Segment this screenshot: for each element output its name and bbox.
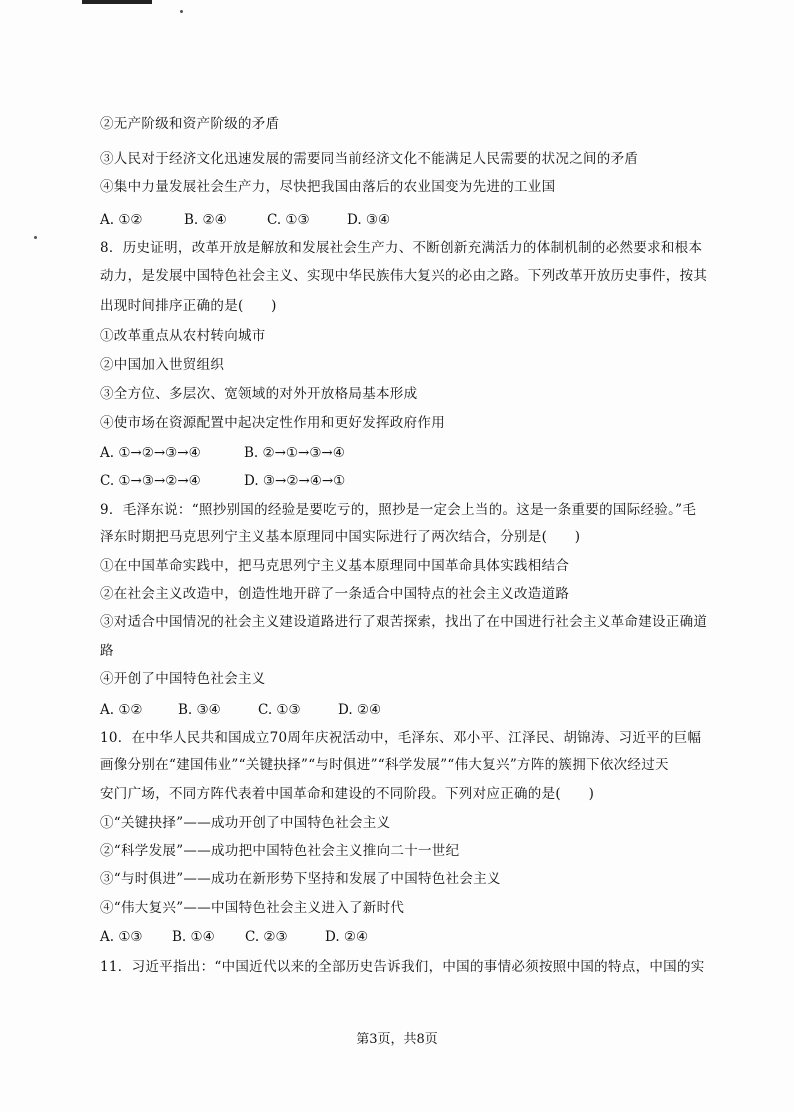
q9-item-1: ①在中国革命实践中，把马克思列宁主义基本原理同中国革命具体实践相结合 [100, 558, 570, 574]
option-b: B. ③④ [178, 702, 221, 718]
option-d: D. ②④ [325, 929, 369, 945]
option-b: B. ②→①→③→④ [244, 445, 345, 461]
option-c: C. ②③ [245, 929, 288, 945]
q8-options-row-2 [100, 472, 394, 490]
q8-item-3: ③全方位、多层次、宽领域的对外开放格局基本形成 [100, 386, 418, 402]
q10-item-1: ①“关键抉择”——成功开创了中国特色社会主义 [100, 815, 391, 831]
option-d: D. ②④ [338, 702, 382, 718]
option-a: A. ①→②→③→④ [100, 445, 201, 461]
q9-item-3: ③对适合中国情况的社会主义建设道路进行了艰苦探索，找出了在中国进行社会主义革命建设正确道 [100, 614, 708, 630]
option-a: A. ①② [100, 212, 143, 228]
option-a: A. ①② [100, 702, 143, 718]
q9-options [100, 701, 418, 719]
q8-stem-line-2: 动力，是发展中国特色社会主义、实现中华民族伟大复兴的必由之路。下列改革开放历史事件，按其 [100, 268, 708, 284]
q10-stem-line-3: 安门广场，不同方阵代表着中国革命和建设的不同阶段。下列对应正确的是( ) [100, 786, 595, 802]
q10-item-2: ②“科学发展”——成功把中国特色社会主义推向二十一世纪 [100, 843, 460, 859]
option-d: D. ③→②→④→① [244, 473, 346, 489]
q9-stem-line-2: 泽东时期把马克思列宁主义基本原理同中国实际进行了两次结合，分别是( ) [100, 529, 581, 545]
q10-item-3: ③“与时俱进”——成功在新形势下坚持和发展了中国特色社会主义 [100, 871, 501, 887]
prev-item-3: ③人民对于经济文化迅速发展的需要同当前经济文化不能满足人民需要的状况之间的矛盾 [100, 151, 639, 167]
option-c: C. ①③ [267, 212, 310, 228]
q8-item-2: ②中国加入世贸组织 [100, 357, 225, 373]
scan-speck [34, 236, 37, 239]
scan-speck [180, 10, 183, 13]
option-c: C. ①③ [258, 702, 301, 718]
q9-item-2: ②在社会主义改造中，创造性地开辟了一条适合中国特点的社会主义改造道路 [100, 586, 570, 602]
q11-stem-line-1: 11．习近平指出：“中国近代以来的全部历史告诉我们，中国的事情必须按照中国的特点，中国的实 [100, 959, 705, 975]
q10-item-4: ④“伟大复兴”——中国特色社会主义进入了新时代 [100, 900, 405, 916]
q8-item-4: ④使市场在资源配置中起决定性作用和更好发挥政府作用 [100, 415, 445, 431]
option-b: B. ①④ [172, 929, 215, 945]
q10-options [100, 928, 405, 946]
q10-stem-line-2: 画像分别在“建国伟业”“关键抉择”“与时俱进”“科学发展”“伟大复兴”方阵的簇拥下依次经过天 [100, 757, 669, 773]
scan-artifact [82, 0, 152, 4]
page-number: 第3页，共8页 [356, 1032, 438, 1047]
q8-item-1: ①改革重点从农村转向城市 [100, 328, 266, 344]
q8-options-row-1 [100, 444, 394, 462]
q8-stem-line-3: 出现时间排序正确的是( ) [100, 298, 277, 314]
option-c: C. ①→③→②→④ [100, 473, 201, 489]
q9-item-3-cont: 路 [100, 643, 114, 659]
q9-item-4: ④开创了中国特色社会主义 [100, 671, 266, 687]
q9-stem-line-1: 9．毛泽东说：“照抄别国的经验是要吃亏的，照抄是一定会上当的。这是一条重要的国际经验。”毛 [100, 502, 697, 518]
prev-item-4: ④集中力量发展社会生产力，尽快把我国由落后的农业国变为先进的工业国 [100, 179, 556, 195]
option-a: A. ①③ [100, 929, 143, 945]
q8-stem-line-1: 8．历史证明，改革开放是解放和发展社会生产力、不断创新充满活力的体制机制的必然要求和根本 [100, 240, 703, 256]
option-b: B. ②④ [184, 212, 227, 228]
prev-item-2: ②无产阶级和资产阶级的矛盾 [100, 116, 280, 132]
option-d: D. ③④ [347, 212, 391, 228]
q10-stem-line-1: 10．在中华人民共和国成立70周年庆祝活动中，毛泽东、邓小平、江泽民、胡锦涛、习近平的巨幅 [100, 730, 702, 746]
prev-options [100, 211, 427, 229]
